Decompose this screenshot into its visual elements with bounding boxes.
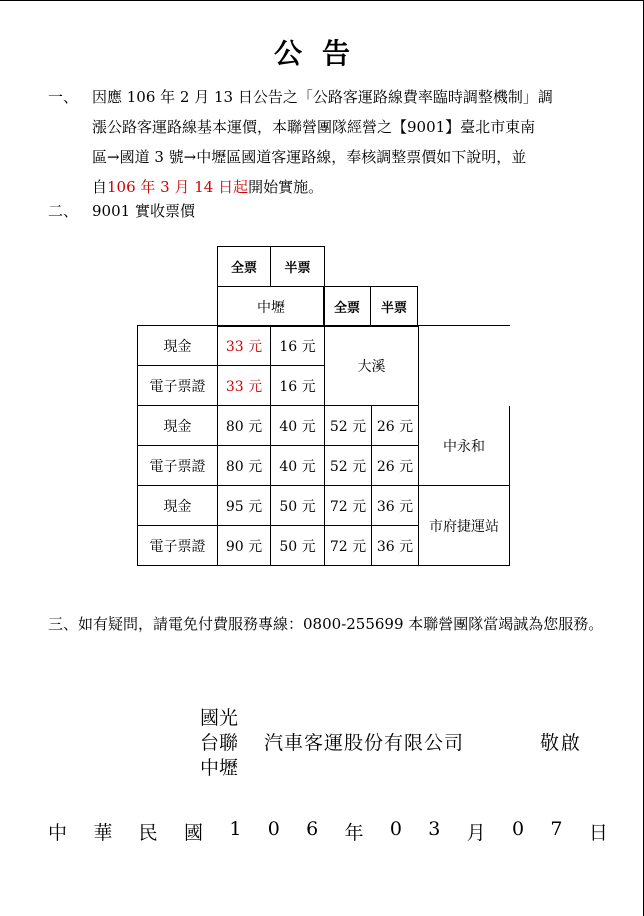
date-char: 年 <box>344 822 364 844</box>
item1-text <box>92 82 612 202</box>
effective-date: 106 年 3 月 14 日起 <box>107 178 249 196</box>
header-full-ticket-2: 全票 <box>324 287 371 327</box>
fare-cityhall-cash-half-from-zhongli: 50 元 <box>271 486 325 526</box>
pay-type-cash: 現金 <box>138 406 218 446</box>
zhongli-header-block <box>217 246 325 327</box>
date-char: 中 <box>48 822 68 844</box>
fare-zyh-card-half-from-zhongli: 40 元 <box>271 446 325 486</box>
fare-daxi-card-full: 33 元 <box>218 366 271 406</box>
fare-grid <box>137 325 510 566</box>
fare-cityhall-card-full-from-zhongli: 90 元 <box>218 526 271 566</box>
fare-zyh-cash-half-from-zhongli: 40 元 <box>271 406 325 446</box>
station-cityhall-mrt: 市府捷運站 <box>419 486 510 566</box>
item2-text: 9001 實收票價 <box>92 202 195 220</box>
daxi-header-block <box>323 286 418 327</box>
fare-cityhall-card-half-from-daxi: 36 元 <box>372 526 419 566</box>
pay-type-cash: 現金 <box>138 486 218 526</box>
fare-cityhall-cash-full-from-zhongli: 95 元 <box>218 486 271 526</box>
item3-text: 如有疑問，請電免付費服務專線：0800-255699 本聯營團隊當竭誠為您服務。 <box>78 615 604 633</box>
item1-line-1: 因應 106 年 2 月 13 日公告之「公路客運路線費率臨時調整機制」調 <box>92 88 553 106</box>
item1-line-2: 漲公路客運路線基本運價，本聯營團隊經營之【9001】臺北市東南 <box>92 118 536 136</box>
fare-zyh-card-half-from-daxi: 26 元 <box>372 446 419 486</box>
header-half-ticket-1: 半票 <box>271 247 325 287</box>
header-full-ticket-1: 全票 <box>218 247 271 287</box>
signature-company-suffix: 汽車客運股份有限公司 <box>264 732 465 754</box>
date-char: 0 <box>512 818 525 840</box>
date-char: 6 <box>306 818 319 840</box>
fare-zyh-card-full-from-zhongli: 80 元 <box>218 446 271 486</box>
date-char: 7 <box>550 818 563 840</box>
fare-zyh-cash-full-from-zhongli: 80 元 <box>218 406 271 446</box>
notice-title: 公告 <box>273 37 370 70</box>
date-char: 0 <box>267 818 280 840</box>
fare-zyh-cash-full-from-daxi: 52 元 <box>325 406 372 446</box>
pay-type-card: 電子票證 <box>138 446 218 486</box>
date-char: 0 <box>389 818 402 840</box>
date-char: 民 <box>138 822 158 844</box>
fare-cityhall-card-full-from-daxi: 72 元 <box>325 526 372 566</box>
fare-cityhall-cash-half-from-daxi: 36 元 <box>372 486 419 526</box>
station-zhongyonghe: 中永和 <box>419 406 510 486</box>
signature-companies <box>200 706 238 781</box>
top-border <box>0 0 644 1</box>
pay-type-card: 電子票證 <box>138 526 218 566</box>
date-char: 月 <box>466 822 486 844</box>
company-zhongli: 中壢 <box>200 757 239 779</box>
item3-marker: 三、 <box>48 615 79 633</box>
date-char: 1 <box>229 818 242 840</box>
fare-cityhall-cash-full-from-daxi: 72 元 <box>325 486 372 526</box>
date-char: 日 <box>588 822 608 844</box>
effective-prefix: 自 <box>92 178 108 196</box>
company-tai-lian: 台聯 <box>200 732 239 754</box>
header-half-ticket-2: 半票 <box>371 287 418 327</box>
fare-daxi-cash-full: 33 元 <box>218 326 271 366</box>
company-kuo-kuang: 國光 <box>200 707 239 729</box>
fare-cityhall-card-half-from-zhongli: 50 元 <box>271 526 325 566</box>
station-daxi: 大溪 <box>325 326 419 406</box>
pay-type-card: 電子票證 <box>138 366 218 406</box>
fare-zyh-card-full-from-daxi: 52 元 <box>325 446 372 486</box>
fare-zyh-cash-half-from-daxi: 26 元 <box>372 406 419 446</box>
fare-daxi-cash-half: 16 元 <box>271 326 325 366</box>
item2-marker: 二、 <box>48 202 79 220</box>
fare-daxi-card-half: 16 元 <box>271 366 325 406</box>
station-zhongli: 中壢 <box>218 287 325 327</box>
date-char: 國 <box>183 822 203 844</box>
effective-suffix: 開始實施。 <box>248 178 324 196</box>
date-char: 華 <box>93 822 113 844</box>
item1-line-3: 區→國道 3 號→中壢區國道客運路線，奉核調整票價如下說明，並 <box>92 148 527 166</box>
pay-type-cash: 現金 <box>138 326 218 366</box>
signature-closing: 敬啟 <box>540 732 583 754</box>
item3-paragraph <box>48 606 608 642</box>
date-char: 3 <box>428 818 441 840</box>
notice-date <box>48 818 608 845</box>
item1-marker: 一、 <box>48 88 79 106</box>
